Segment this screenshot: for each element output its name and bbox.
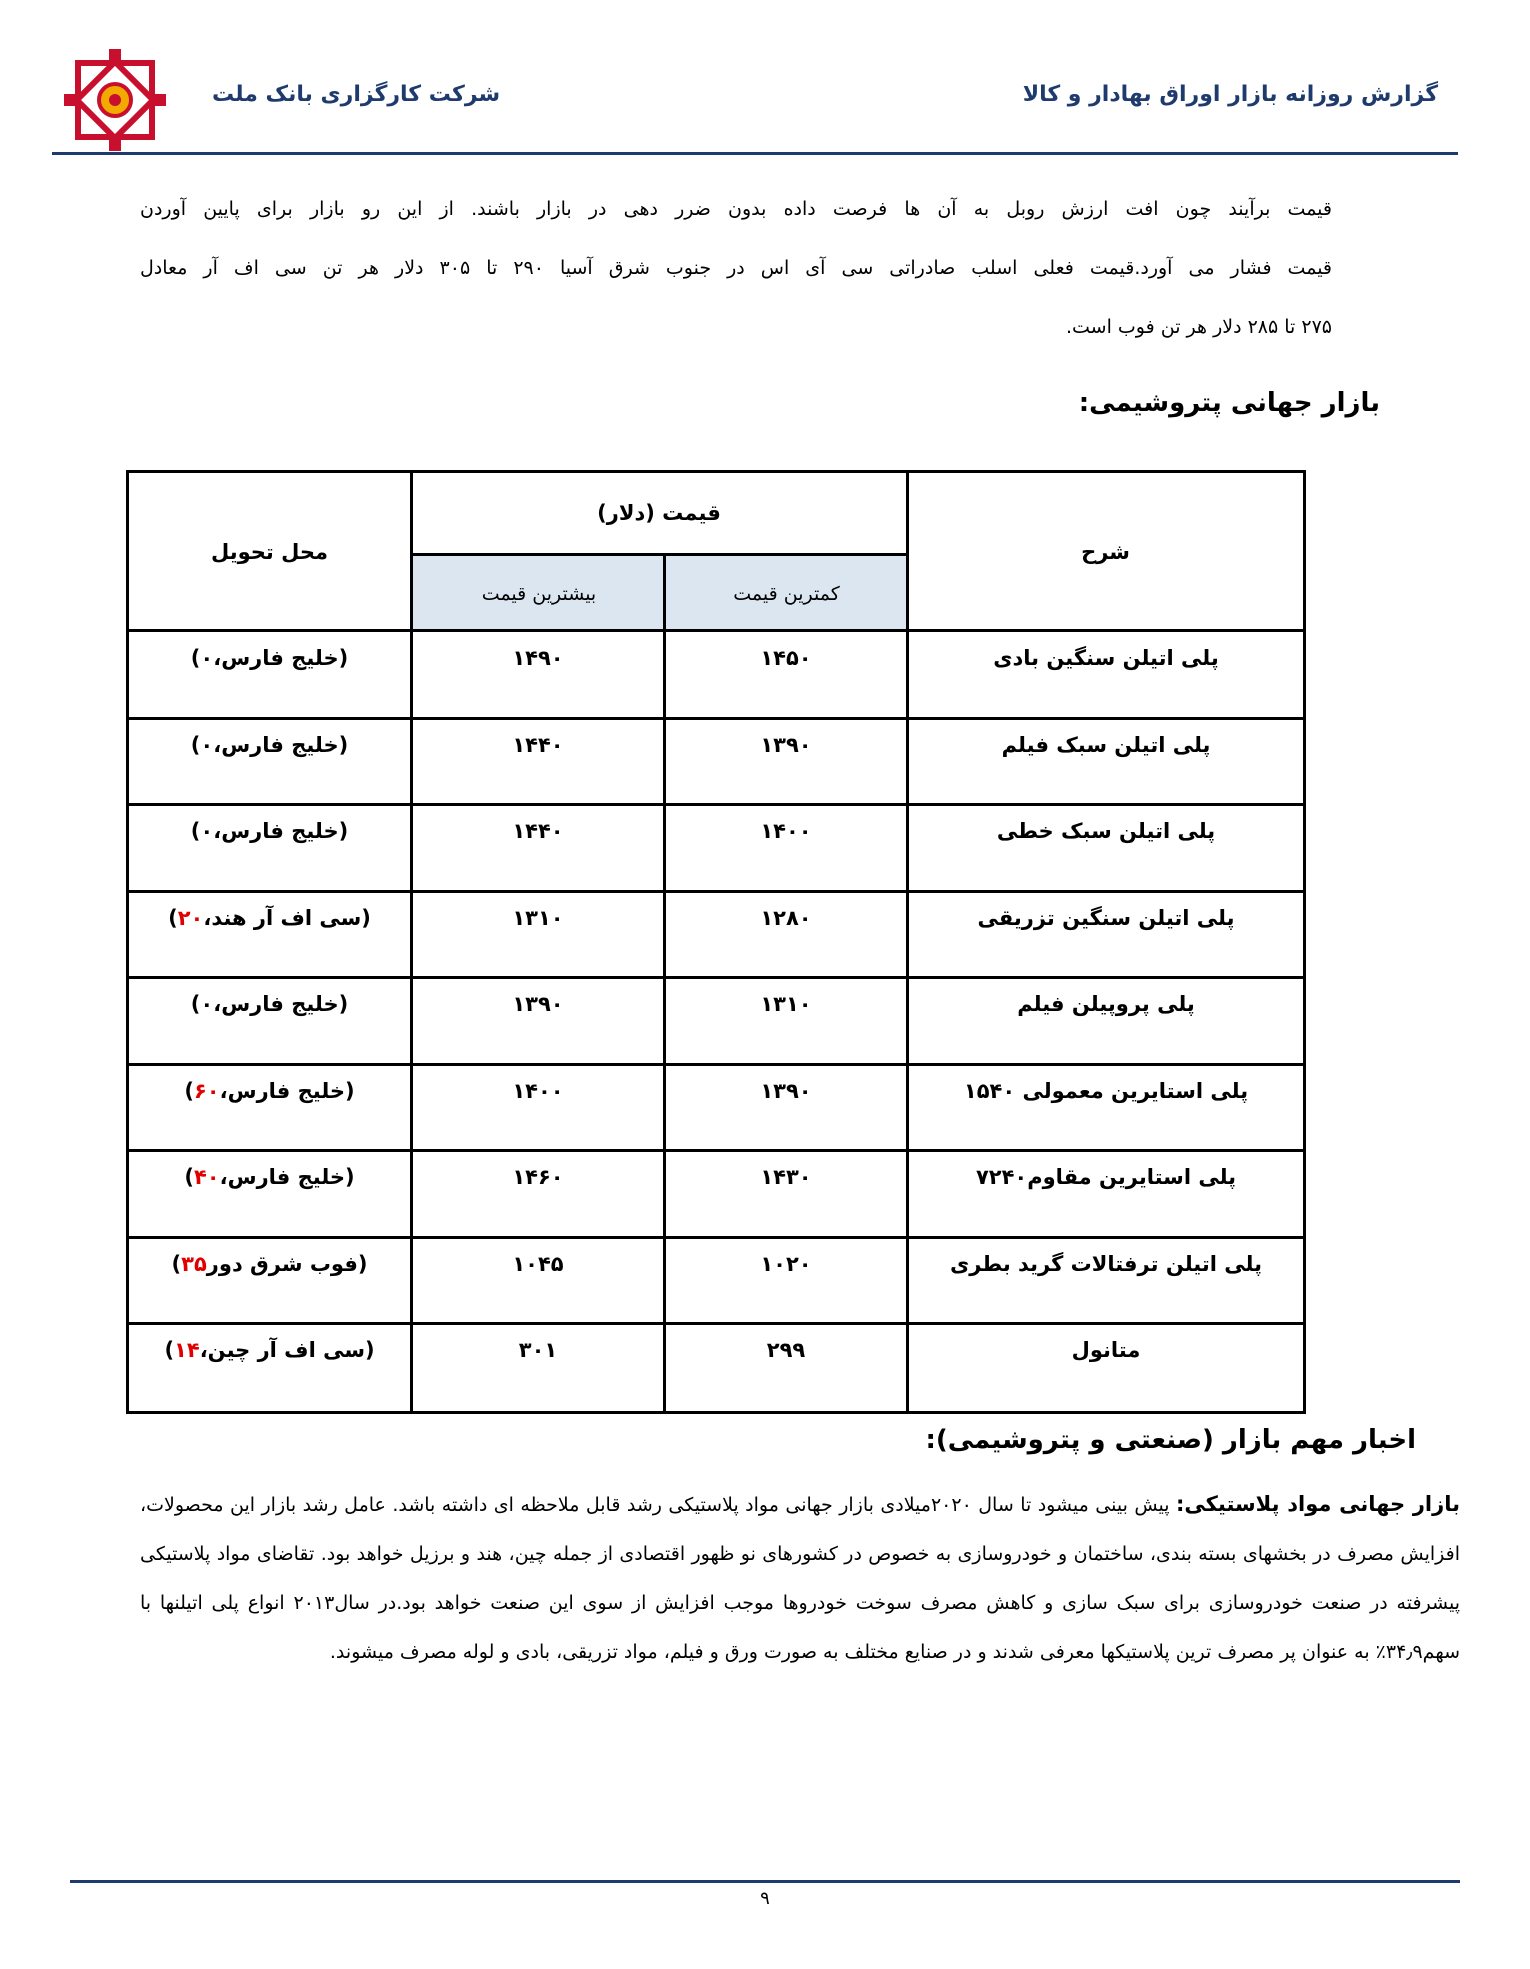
max-price-cell: ۱۰۴۵ <box>512 1251 564 1276</box>
intro-paragraph <box>140 180 1332 357</box>
delivery-close: ) <box>184 1165 194 1189</box>
delivery-cell <box>129 632 410 719</box>
product-name-cell: پلی اتیلن سنگین بادی <box>993 646 1219 670</box>
min-price-cell: ۱۳۹۰ <box>760 1078 812 1103</box>
min-price-cell: ۱۳۱۰ <box>760 992 812 1016</box>
min-price-cell: ۱۳۹۰ <box>760 732 812 757</box>
min-price-cell: ۱۲۸۰ <box>760 905 812 930</box>
min-price-cell: ۲۹۹ <box>766 1338 806 1362</box>
delivery-location: (خلیج فارس، <box>219 1165 355 1189</box>
min-price-cell: ۱۴۰۰ <box>760 819 812 843</box>
delivery-location: (خلیج فارس، <box>219 1078 355 1103</box>
delivery-close: ) <box>190 732 201 757</box>
delivery-location: (خلیج فارس، <box>213 819 349 843</box>
delivery-close: ) <box>190 992 201 1016</box>
delivery-cell <box>129 1324 410 1411</box>
col-delivery-header: محل تحویل <box>211 540 329 564</box>
min-price-cell: ۱۴۵۰ <box>760 646 812 670</box>
delivery-cell <box>129 719 410 806</box>
max-price-cell: ۱۴۴۰ <box>512 819 564 843</box>
price-change: ۰ <box>200 732 214 757</box>
delivery-location: (سی اف آر چین، <box>199 1338 375 1362</box>
product-name-cell: پلی پروپیلن فیلم <box>1017 992 1195 1016</box>
price-change: ۴۰ <box>193 1165 220 1189</box>
col-price-header: قیمت (دلار) <box>597 501 721 525</box>
grid-line <box>410 553 908 556</box>
delivery-cell <box>129 892 410 979</box>
page-number: ۹ <box>760 1888 770 1909</box>
price-change: ۳۵ <box>181 1251 207 1276</box>
price-change: ۰ <box>200 646 214 670</box>
product-name-cell: پلی اتیلن سبک خطی <box>996 819 1216 843</box>
news-body: پیش بینی میشود تا سال ۲۰۲۰میلادی بازار جهانی مواد پلاستیکی رشد قابل ملاحظه ای داشته باشد. عامل رشد بازار این محصولات، افزایش مصرف در بخشهای بسته بندی، ساختمان و خودروسازی به خصوص در کشورهای نو ظهور اقتصادی از جمله چین، هند و برزیل خواهد بود. تقاضای مواد پلاستیکی پیشرفته در صنعت خودروسازی برای سبک سازی و کاهش مصرف سوخت خودروها موجب افزایش از سوی این صنعت خواهد بود.در سال۲۰۱۳ انواع پلی اتیلنها با سهم۳۴٫۹٪ به عنوان پر مصرف ترین پلاستیکها معرفی شدند و در صنایع مختلف به صورت ورق و فیلم، مواد تزریقی، بادی و لوله مصرف میشوند. <box>140 1494 1460 1663</box>
max-price-cell: ۱۴۹۰ <box>512 646 564 670</box>
product-name-cell: پلی استایرین مقاوم۷۲۴۰ <box>975 1165 1237 1189</box>
product-name-cell: پلی اتیلن سنگین تزریقی <box>977 905 1235 930</box>
col-min-header: کمترین قیمت <box>665 556 908 631</box>
header-divider <box>52 152 1458 155</box>
company-name: شرکت کارگزاری بانک ملت <box>212 82 501 107</box>
delivery-location: (خلیج فارس، <box>213 646 349 670</box>
intro-line: قیمت برآیند چون افت ارزش روبل به آن ها فرصت داده بدون ضرر دهی در بازار باشند. از این رو بازار برای پایین آوردن <box>140 198 1332 220</box>
intro-line: قیمت فشار می آورد.قیمت فعلی اسلب صادراتی سی آی اس در جنوب شرق آسیا ۲۹۰ تا ۳۰۵ دلار هر تن سی اف آر معادل <box>140 257 1333 279</box>
max-price-cell: ۱۴۰۰ <box>512 1078 564 1103</box>
petrochemical-price-table <box>126 470 1306 1414</box>
min-price-cell: ۱۰۲۰ <box>760 1251 812 1276</box>
price-change: ۶۰ <box>193 1078 220 1103</box>
delivery-cell <box>129 1151 410 1238</box>
product-name-cell: پلی استایرین معمولی ۱۵۴۰ <box>963 1078 1249 1103</box>
delivery-cell <box>129 978 410 1065</box>
col-max-header: بیشترین قیمت <box>413 556 665 631</box>
delivery-close: ) <box>164 1338 175 1362</box>
col-description-header: شرح <box>1081 540 1130 564</box>
product-name-cell: پلی اتیلن سبک فیلم <box>1001 732 1211 757</box>
max-price-cell: ۱۴۶۰ <box>512 1165 564 1189</box>
max-price-cell: ۱۳۹۰ <box>512 992 564 1016</box>
news-lead: بازار جهانی مواد پلاستیکی: <box>1176 1492 1460 1516</box>
max-price-cell: ۱۳۱۰ <box>512 905 564 930</box>
min-price-cell: ۱۴۳۰ <box>760 1165 812 1189</box>
delivery-cell <box>129 1065 410 1152</box>
price-change: ۱۴ <box>174 1338 200 1362</box>
market-news-heading: اخبار مهم بازار (صنعتی و پتروشیمی): <box>925 1425 1416 1455</box>
product-name-cell: پلی اتیلن ترفتالات گرید بطری <box>950 1251 1262 1276</box>
delivery-close: ) <box>190 819 201 843</box>
petrochemical-heading: بازار جهانی پتروشیمی: <box>1078 388 1380 418</box>
price-change: ۲۰ <box>177 905 204 930</box>
price-change: ۰ <box>200 819 214 843</box>
delivery-location: (سی اف آر هند، <box>203 905 371 930</box>
footer-divider <box>70 1880 1460 1883</box>
delivery-location: (خلیج فارس، <box>213 732 349 757</box>
max-price-cell: ۳۰۱ <box>518 1338 558 1362</box>
delivery-close: ) <box>190 646 201 670</box>
delivery-close: ) <box>171 1251 182 1276</box>
product-name-cell: متانول <box>1071 1338 1141 1362</box>
market-news-paragraph <box>140 1480 1460 1677</box>
delivery-location: (فوب شرق دور <box>206 1251 368 1276</box>
intro-line: ۲۷۵ تا ۲۸۵ دلار هر تن فوب است. <box>1065 316 1332 338</box>
delivery-close: ) <box>168 905 178 930</box>
price-change: ۰ <box>200 992 214 1016</box>
mellat-bank-logo-icon <box>60 45 170 155</box>
report-title: گزارش روزانه بازار اوراق بهادار و کالا <box>1022 82 1438 107</box>
max-price-cell: ۱۴۴۰ <box>512 732 564 757</box>
delivery-cell <box>129 805 410 892</box>
delivery-location: (خلیج فارس، <box>213 992 349 1016</box>
delivery-cell <box>129 1238 410 1325</box>
delivery-close: ) <box>184 1078 194 1103</box>
